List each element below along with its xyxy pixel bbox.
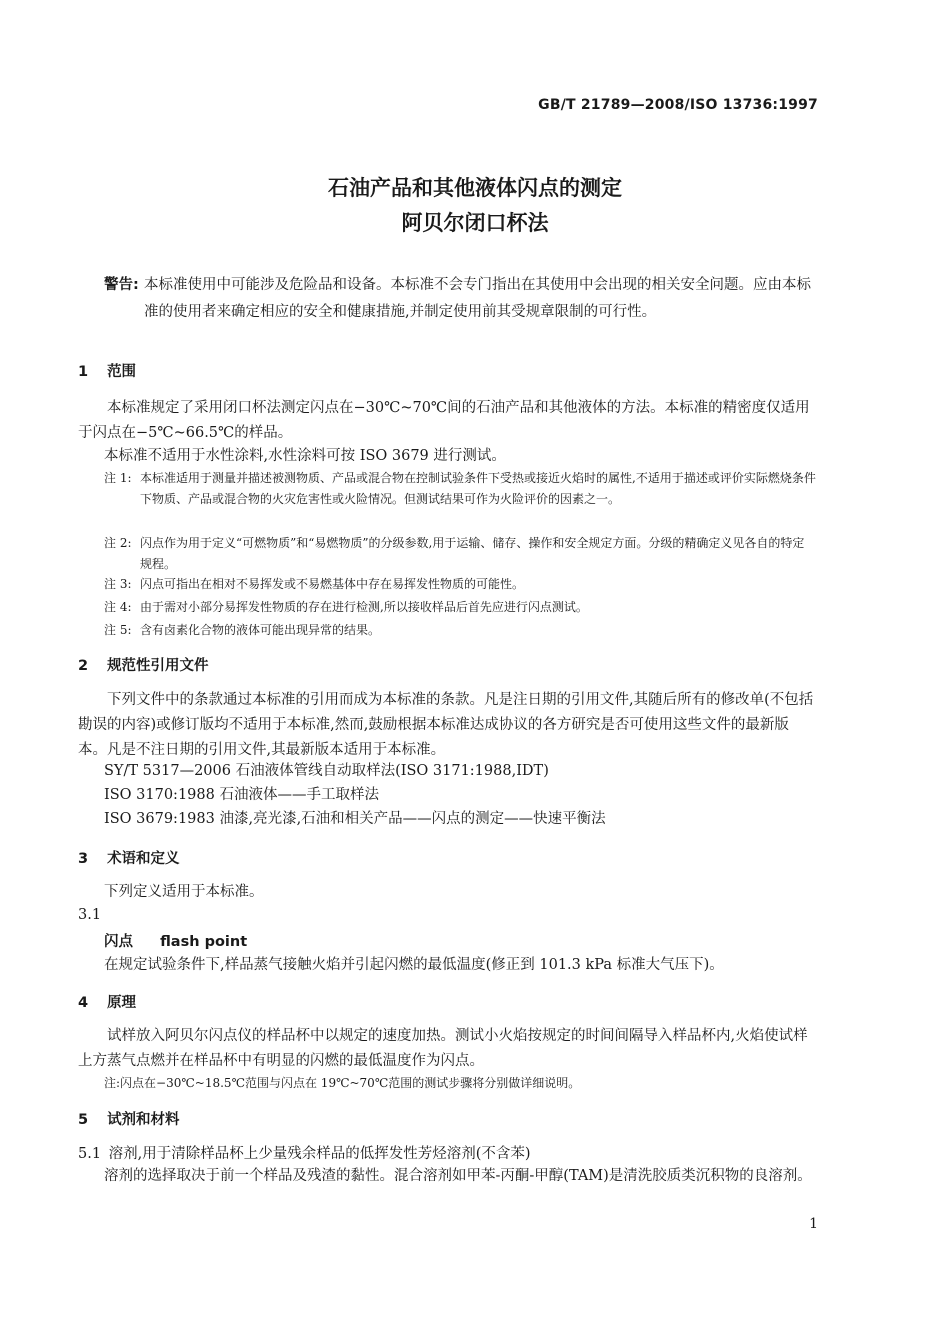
subclause-number: 3.1 [78, 907, 102, 923]
section-number: 2 [78, 658, 89, 674]
section-1-heading [78, 360, 136, 381]
paragraph: 溶剂的选择取决于前一个样品及残渣的黏性。混合溶剂如甲苯-丙酮-甲醇(TAM)是清洗胶质类沉积物的良溶剂。 [104, 1168, 812, 1184]
note-text: 闪点可指出在相对不易挥发或不易燃基体中存在易挥发性物质的可能性。 [140, 577, 525, 591]
reference-item: ISO 3170:1988 石油液体——手工取样法 [104, 787, 379, 803]
paragraph: 本标准规定了采用闭口杯法测定闪点在−30℃~70℃间的石油产品和其他液体的方法。本标准的精密度仅适用于闪点在−5℃~66.5℃的样品。 [78, 400, 810, 441]
note-text: 由于需对小部分易挥发性物质的存在进行检测,所以接收样品后首先应进行闪点测试。 [140, 600, 588, 614]
note-1 [104, 468, 816, 510]
document-subtitle: 阿贝尔闭口杯法 [401, 211, 549, 235]
note: 注:闪点在−30℃~18.5℃范围与闪点在 19℃~70℃范围的测试步骤将分别做详细说明。 [104, 1076, 581, 1090]
paragraph: 本标准不适用于水性涂料,水性涂料可按 ISO 3679 进行测试。 [104, 448, 506, 464]
page-number: 1 [809, 1216, 818, 1232]
subclause-text: 溶剂,用于清除样品杯上少量残余样品的低挥发性芳烃溶剂(不含苯) [108, 1146, 531, 1162]
document-title: 石油产品和其他液体闪点的测定 [328, 176, 622, 200]
term-definition: 在规定试验条件下,样品蒸气接触火焰并引起闪燃的最低温度(修正到 101.3 kPa 标准大气压下)。 [104, 957, 724, 973]
section-2-heading [78, 654, 209, 675]
term-english: flash point [160, 934, 248, 950]
section-5-heading [78, 1108, 180, 1129]
section-4-heading [78, 991, 136, 1012]
subclause-5-1 [78, 1142, 531, 1163]
section-number: 3 [78, 851, 89, 867]
section-3-heading [78, 847, 180, 868]
term-chinese: 闪点 [104, 934, 133, 950]
subclause-number: 5.1 [78, 1146, 102, 1162]
note-5 [104, 620, 816, 641]
warning-paragraph [104, 272, 816, 326]
warning-text: 本标准使用中可能涉及危险品和设备。本标准不会专门指出在其使用中会出现的相关安全问题。应由本标准的使用者来确定相应的安全和健康措施,并制定使用前其受规章限制的可行性。 [144, 277, 811, 320]
section-title: 范围 [107, 364, 137, 380]
note-label: 注 5: [104, 623, 132, 637]
note-3 [104, 574, 816, 595]
note-label: 注 4: [104, 600, 132, 614]
section-title: 规范性引用文件 [107, 658, 209, 674]
note-label: 注 3: [104, 577, 132, 591]
note-text: 含有卤素化合物的液体可能出现异常的结果。 [140, 623, 381, 637]
warning-label: 警告: [104, 277, 139, 293]
paragraph: 下列定义适用于本标准。 [104, 884, 264, 900]
note-2 [104, 533, 816, 575]
note-text: 本标准适用于测量并描述被测物质、产品或混合物在控制试验条件下受热或接近火焰时的属性,不适用于描述或评价实际燃烧条件下物质、产品或混合物的火灾危害性或火险情况。但测试结果可作为火险评价的因素之一。 [140, 471, 816, 506]
term-heading [104, 930, 247, 951]
paragraph: 试样放入阿贝尔闪点仪的样品杯中以规定的速度加热。测试小火焰按规定的时间间隔导入样品杯内,火焰使试样上方蒸气点燃并在样品杯中有明显的闪燃的最低温度作为闪点。 [78, 1028, 808, 1069]
note-label: 注 1: [104, 471, 132, 485]
paragraph: 下列文件中的条款通过本标准的引用而成为本标准的条款。凡是注日期的引用文件,其随后所有的修改单(不包括勘误的内容)或修订版均不适用于本标准,然而,鼓励根据本标准达成协议的各方研究是否可使用这些文件的最新版本。凡是不注日期的引用文件,其最新版本适用于本标准。 [78, 692, 814, 758]
note-label: 注 2: [104, 536, 132, 550]
section-title: 原理 [107, 995, 137, 1011]
section-title: 试剂和材料 [107, 1112, 180, 1128]
section-number: 4 [78, 995, 89, 1011]
section-number: 1 [78, 364, 89, 380]
standard-code: GB/T 21789—2008/ISO 13736:1997 [538, 97, 818, 113]
section-title: 术语和定义 [107, 851, 180, 867]
note-4 [104, 597, 816, 618]
reference-item: ISO 3679:1983 油漆,亮光漆,石油和相关产品——闪点的测定——快速平衡法 [104, 811, 606, 827]
section-number: 5 [78, 1112, 89, 1128]
note-text: 闪点作为用于定义“可燃物质”和“易燃物质”的分级参数,用于运输、储存、操作和安全规定方面。分级的精确定义见各自的特定规程。 [140, 536, 805, 571]
reference-item: SY/T 5317—2006 石油液体管线自动取样法(ISO 3171:1988,IDT) [104, 763, 549, 779]
